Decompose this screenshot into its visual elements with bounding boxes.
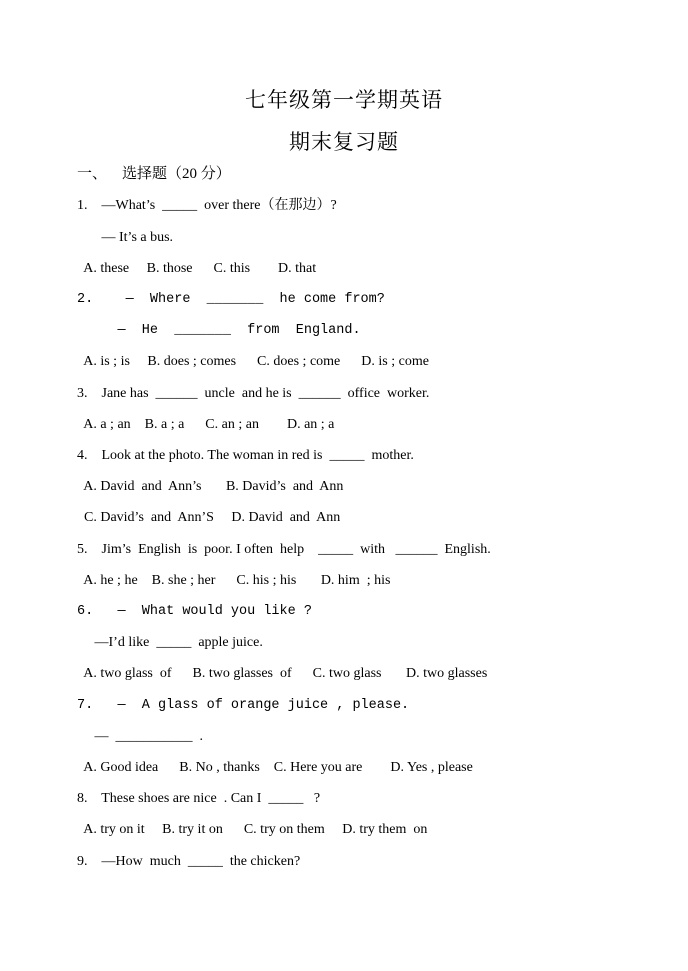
question-7: 7. — A glass of orange juice , please.	[77, 698, 410, 713]
question-1: 1. —What’s _____ over there（在那边）?	[77, 198, 337, 213]
options-8: A. try on it B. try it on C. try on them D. try them on	[77, 822, 428, 837]
options-4b: C. David’s and Ann’S D. David and Ann	[77, 510, 341, 525]
question-8: 8. These shoes are nice . Can I _____ ?	[77, 791, 321, 806]
options-4a: A. David and Ann’s B. David’s and Ann	[77, 479, 344, 494]
answer-line: — ___________ .	[77, 729, 203, 744]
answer-line: — It’s a bus.	[77, 230, 174, 245]
question-3: 3. Jane has ______ uncle and he is ______ office worker.	[77, 386, 430, 401]
question-2: 2. — Where _______ he come from?	[77, 292, 385, 307]
question-5: 5. Jim’s English is poor. I often help _____ with ______ English.	[77, 542, 491, 557]
options-3: A. a ; an B. a ; a C. an ; an D. an ; a	[77, 417, 335, 432]
options-7: A. Good idea B. No , thanks C. Here you are D. Yes , please	[77, 760, 473, 775]
document-title: 七年级第一学期英语	[245, 88, 443, 112]
options-2: A. is ; is B. does ; comes C. does ; come D. is ; come	[77, 354, 429, 369]
document-subtitle: 期末复习题	[289, 130, 399, 154]
answer-line: —I’d like _____ apple juice.	[77, 635, 263, 650]
options-5: A. he ; he B. she ; her C. his ; his D. him ; his	[77, 573, 391, 588]
section-heading: 一、 选择题（20 分）	[77, 166, 231, 182]
question-9: 9. —How much _____ the chicken?	[77, 854, 301, 869]
options-1: A. these B. those C. this D. that	[77, 261, 317, 276]
options-6: A. two glass of B. two glasses of C. two glass D. two glasses	[77, 666, 488, 681]
question-6: 6. — What would you like ?	[77, 604, 312, 619]
answer-line: — He _______ from England.	[77, 323, 361, 338]
question-4: 4. Look at the photo. The woman in red is _____ mother.	[77, 448, 414, 463]
